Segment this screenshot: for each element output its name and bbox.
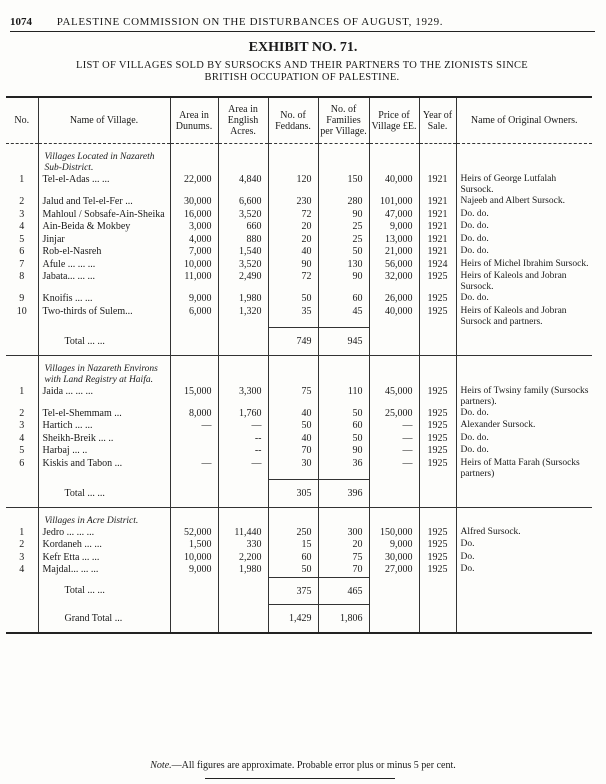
cell [369,605,419,633]
cell-feddans: 230 [268,196,318,209]
cell-dunums [170,445,218,458]
cell-dunums: 7,000 [170,246,218,259]
cell-price: 30,000 [369,552,419,565]
total-families: 1,806 [318,605,369,633]
column-header: No. of Families per Village. [318,97,369,144]
cell-year: 1925 [419,445,456,458]
cell-year: 1921 [419,196,456,209]
cell [170,605,218,633]
cell-acres: 3,300 [218,386,268,408]
cell-name: Mahloul / Sobsafe-Ain-Sheika [38,209,170,222]
column-header: Area in English Acres. [218,97,268,144]
total-feddans: 375 [268,577,318,605]
cell-no: 4 [19,564,25,575]
cell [419,577,456,605]
cell [419,355,456,386]
cell [369,355,419,386]
cell-year: 1921 [419,209,456,222]
cell-families: 36 [318,458,369,480]
cell-dunums: — [170,420,218,433]
table-row [6,433,592,446]
cell-acres: -- [218,433,268,446]
cell [218,355,268,386]
cell-dunums: 16,000 [170,209,218,222]
cell-name: Hartich ... ... [38,420,170,433]
table-title-line: LIST OF VILLAGES SOLD BY SURSOCKS AND THEIR PARTNERS TO THE ZIONISTS SINCE [76,60,528,71]
column-header: No. of Feddans. [268,97,318,144]
cell-acres: 3,520 [218,209,268,222]
cell-year: 1921 [419,246,456,259]
cell-no: 1 [19,174,25,185]
total-label: Total ... ... [38,328,170,356]
cell-year: 1925 [419,386,456,408]
total-row [6,605,592,633]
cell [456,605,592,633]
cell-feddans: 20 [268,234,318,247]
section-heading: Villages in Nazareth Environs with Land Registry at Haifa. [38,355,170,386]
cell-year: 1921 [419,174,456,196]
cell-price: 56,000 [369,259,419,272]
table-row [6,196,592,209]
cell-price: 21,000 [369,246,419,259]
total-label: Total ... ... [38,577,170,605]
cell-feddans: 60 [268,552,318,565]
cell-name: Jaida ... ... ... [38,386,170,408]
cell-families: 25 [318,234,369,247]
cell-year: 1925 [419,408,456,421]
cell-owners: Alfred Sursock. [456,527,592,540]
cell-owners: Do. do. [456,408,592,421]
section-heading-row [6,507,592,527]
cell [456,144,592,175]
cell-owners: Do. do. [456,445,592,458]
cell-dunums: 9,000 [170,564,218,577]
table-row [6,259,592,272]
cell-owners: Heirs of Twsiny family (Sursocks partners). [456,386,592,408]
cell-families: 75 [318,552,369,565]
cell-families: 90 [318,209,369,222]
cell-price: — [369,445,419,458]
total-feddans: 305 [268,480,318,508]
table-row [6,246,592,259]
cell [419,507,456,527]
cell-owners: Najeeb and Albert Sursock. [456,196,592,209]
cell-owners: Alexander Sursock. [456,420,592,433]
cell-acres: 2,490 [218,271,268,293]
cell-feddans: 50 [268,293,318,306]
cell-feddans: 70 [268,445,318,458]
villages-table [6,96,592,634]
page-number: 1074 [10,16,32,28]
cell-acres: 1,760 [218,408,268,421]
cell-price: 32,000 [369,271,419,293]
end-rule [205,778,395,779]
cell-year: 1925 [419,433,456,446]
cell-feddans: 15 [268,539,318,552]
cell-families: 20 [318,539,369,552]
total-families: 945 [318,328,369,356]
cell-acres: -- [218,445,268,458]
cell-families: 130 [318,259,369,272]
total-feddans: 749 [268,328,318,356]
cell-feddans: 75 [268,386,318,408]
cell-acres: 880 [218,234,268,247]
cell-no: 7 [19,258,25,270]
cell-families: 50 [318,408,369,421]
cell-owners: Do. do. [456,221,592,234]
cell-dunums: 9,000 [170,293,218,306]
cell [268,507,318,527]
cell-price: 9,000 [369,539,419,552]
cell-feddans: 30 [268,458,318,480]
cell-name: Afule ... ... ... [38,259,170,272]
cell-families: 50 [318,246,369,259]
cell-families: 60 [318,420,369,433]
cell [456,355,592,386]
cell-dunums: 3,000 [170,221,218,234]
cell [218,577,268,605]
cell-dunums: 30,000 [170,196,218,209]
column-header: Year of Sale. [419,97,456,144]
table-row [6,445,592,458]
cell-no: 2 [19,196,25,207]
cell-price: 150,000 [369,527,419,540]
cell-year: 1925 [419,527,456,540]
cell [218,507,268,527]
cell [170,480,218,508]
cell-families: 50 [318,433,369,446]
cell-feddans: 40 [268,246,318,259]
exhibit-title: EXHIBIT NO. 71. [248,40,358,55]
cell-families: 150 [318,174,369,196]
cell [318,507,369,527]
cell [6,605,38,633]
table-row [6,221,592,234]
cell-families: 280 [318,196,369,209]
table-row [6,306,592,328]
section-heading: Villages Located in Nazareth Sub-District. [38,144,170,175]
cell-name: Sheikh-Breik ... .. [38,433,170,446]
cell-no: 5 [19,445,25,456]
cell-no: 5 [19,233,25,245]
cell-dunums: 11,000 [170,271,218,293]
cell-no: 2 [19,539,25,550]
cell-families: 70 [318,564,369,577]
cell-acres: 2,200 [218,552,268,565]
cell-owners: Do. do. [456,246,592,259]
total-families: 396 [318,480,369,508]
cell [170,328,218,356]
cell-owners: Do. [456,552,592,565]
table-row [6,174,592,196]
column-header: Name of Original Owners. [456,97,592,144]
cell-families: 90 [318,445,369,458]
total-label: Grand Total ... [38,605,170,633]
cell [170,507,218,527]
table-row [6,458,592,480]
cell-dunums [170,433,218,446]
cell-year: 1925 [419,539,456,552]
cell-feddans: 50 [268,420,318,433]
cell-dunums: 1,500 [170,539,218,552]
table-row [6,271,592,293]
cell [369,144,419,175]
cell-name: Two-thirds of Sulem... [38,306,170,328]
cell-name: Ain-Beida & Mokbey [38,221,170,234]
cell-price: 47,000 [369,209,419,222]
cell-owners: Do. do. [456,209,592,222]
cell-price: — [369,458,419,480]
cell-year: 1925 [419,306,456,328]
cell-feddans: 50 [268,564,318,577]
cell-no: 4 [19,432,25,444]
section-heading: Villages in Acre District. [38,507,170,527]
cell [218,144,268,175]
table-row [6,564,592,577]
cell-name: Harbaj ... .. [38,445,170,458]
cell-price: 13,000 [369,234,419,247]
cell [6,144,38,175]
cell-feddans: 40 [268,433,318,446]
cell [419,144,456,175]
cell-dunums: 10,000 [170,552,218,565]
cell-dunums: 6,000 [170,306,218,328]
cell-no: 6 [19,246,25,257]
cell-name: Kordaneh ... ... [38,539,170,552]
cell [268,355,318,386]
cell-price: — [369,433,419,446]
total-families: 465 [318,577,369,605]
cell-name: Jalud and Tel-el-Fer ... [38,196,170,209]
cell-dunums: 15,000 [170,386,218,408]
cell-no: 9 [19,293,25,304]
table-row [6,209,592,222]
cell-feddans: 72 [268,271,318,293]
cell-price: — [369,420,419,433]
cell-families: 45 [318,306,369,328]
cell-dunums: 10,000 [170,259,218,272]
table-row [6,420,592,433]
cell-acres: 11,440 [218,527,268,540]
cell-name: Kefr Etta ... ... [38,552,170,565]
column-header: No. [6,97,38,144]
cell-owners: Heirs of Kaleols and Jobran Sursock. [456,271,592,293]
cell-acres: — [218,420,268,433]
cell-no: 3 [19,420,25,431]
cell-no: 1 [19,526,25,538]
column-header: Name of Village. [38,97,170,144]
cell [170,577,218,605]
cell [456,507,592,527]
cell [419,480,456,508]
total-row [6,577,592,605]
total-row [6,480,592,508]
cell [456,577,592,605]
cell-acres: 1,320 [218,306,268,328]
cell-no: 10 [16,305,27,317]
total-feddans: 1,429 [268,605,318,633]
cell-name: Jinjar [38,234,170,247]
cell-name: Tel-el-Shemmam ... [38,408,170,421]
table-row [6,539,592,552]
cell [318,144,369,175]
cell-year: 1925 [419,420,456,433]
cell-feddans: 90 [268,259,318,272]
cell-families: 25 [318,221,369,234]
table-title [6,60,598,84]
header-row [6,97,592,144]
footnote [0,760,606,771]
table-title-line: BRITISH OCCUPATION OF PALESTINE. [204,72,400,83]
cell [6,355,38,386]
cell [268,144,318,175]
table-row [6,234,592,247]
note-text: —All figures are approximate. Probable error plus or minus 5 per cent. [171,760,456,771]
running-head [10,16,595,32]
cell [170,144,218,175]
cell-price: 101,000 [369,196,419,209]
cell-name: Jabata... ... ... [38,271,170,293]
table-row [6,386,592,408]
cell-no: 1 [19,385,25,397]
cell-dunums: 22,000 [170,174,218,196]
cell-year: 1925 [419,458,456,480]
cell-year: 1921 [419,221,456,234]
cell-owners: Do. [456,564,592,577]
cell-acres: 1,980 [218,293,268,306]
cell [218,480,268,508]
cell [419,328,456,356]
cell-owners: Do. [456,539,592,552]
note-label: Note. [150,760,172,771]
cell [170,355,218,386]
cell-feddans: 20 [268,221,318,234]
cell-acres: 1,540 [218,246,268,259]
cell-owners: Heirs of Michel Ibrahim Sursock. [456,259,592,272]
cell-price: 40,000 [369,174,419,196]
cell-no: 2 [19,407,25,419]
cell-price: 26,000 [369,293,419,306]
cell-dunums: 52,000 [170,527,218,540]
cell [6,577,38,605]
cell-name: Knoifis ... ... [38,293,170,306]
cell-owners: Do. do. [456,234,592,247]
cell-year: 1925 [419,552,456,565]
column-header: Area in Dunums. [170,97,218,144]
cell-acres: 6,600 [218,196,268,209]
cell-no: 6 [19,457,25,469]
cell-year: 1925 [419,271,456,293]
cell [456,328,592,356]
cell-acres: 660 [218,221,268,234]
cell [6,480,38,508]
cell [6,328,38,356]
cell [369,507,419,527]
cell [419,605,456,633]
cell-dunums: 8,000 [170,408,218,421]
cell [369,577,419,605]
section-heading-row [6,355,592,386]
cell-no: 8 [19,271,25,282]
table-row [6,293,592,306]
cell-price: 45,000 [369,386,419,408]
cell-feddans: 250 [268,527,318,540]
cell-year: 1921 [419,234,456,247]
cell-families: 90 [318,271,369,293]
cell [218,605,268,633]
cell-feddans: 40 [268,408,318,421]
cell-no: 3 [19,551,25,563]
cell-price: 27,000 [369,564,419,577]
cell-year: 1925 [419,564,456,577]
cell-dunums: 4,000 [170,234,218,247]
cell-name: Majdal... ... ... [38,564,170,577]
cell-name: Tel-el-Adas ... ... [38,174,170,196]
cell-name: Rob-el-Nasreh [38,246,170,259]
cell-acres: 330 [218,539,268,552]
cell-price: 9,000 [369,221,419,234]
cell-acres: 3,520 [218,259,268,272]
cell [369,480,419,508]
cell [318,355,369,386]
running-title: PALESTINE COMMISSION ON THE DISTURBANCES OF AUGUST, 1929. [56,16,444,28]
table-row [6,552,592,565]
cell-year: 1925 [419,293,456,306]
cell [218,328,268,356]
cell-name: Kiskis and Tabon ... [38,458,170,480]
cell-dunums: — [170,458,218,480]
cell-feddans: 120 [268,174,318,196]
cell-price: 40,000 [369,306,419,328]
cell-acres: 1,980 [218,564,268,577]
total-label: Total ... ... [38,480,170,508]
cell-no: 4 [19,221,25,232]
cell-no: 3 [19,208,25,220]
cell-owners: Heirs of Kaleols and Jobran Sursock and partners. [456,306,592,328]
cell [456,480,592,508]
cell-acres: — [218,458,268,480]
cell [369,328,419,356]
cell-feddans: 35 [268,306,318,328]
cell-owners: Do. do. [456,433,592,446]
table-row [6,527,592,540]
cell-price: 25,000 [369,408,419,421]
cell-families: 300 [318,527,369,540]
cell-owners: Heirs of George Lutfalah Sursock. [456,174,592,196]
cell-owners: Do. do. [456,293,592,306]
cell-owners: Heirs of Matta Farah (Sursocks partners) [456,458,592,480]
table-row [6,408,592,421]
cell-families: 60 [318,293,369,306]
cell-acres: 4,840 [218,174,268,196]
cell-year: 1924 [419,259,456,272]
total-row [6,328,592,356]
cell-feddans: 72 [268,209,318,222]
column-header: Price of Village £E. [369,97,419,144]
cell-name: Jedro ... ... ... [38,527,170,540]
section-heading-row [6,144,592,175]
cell [6,507,38,527]
cell-families: 110 [318,386,369,408]
